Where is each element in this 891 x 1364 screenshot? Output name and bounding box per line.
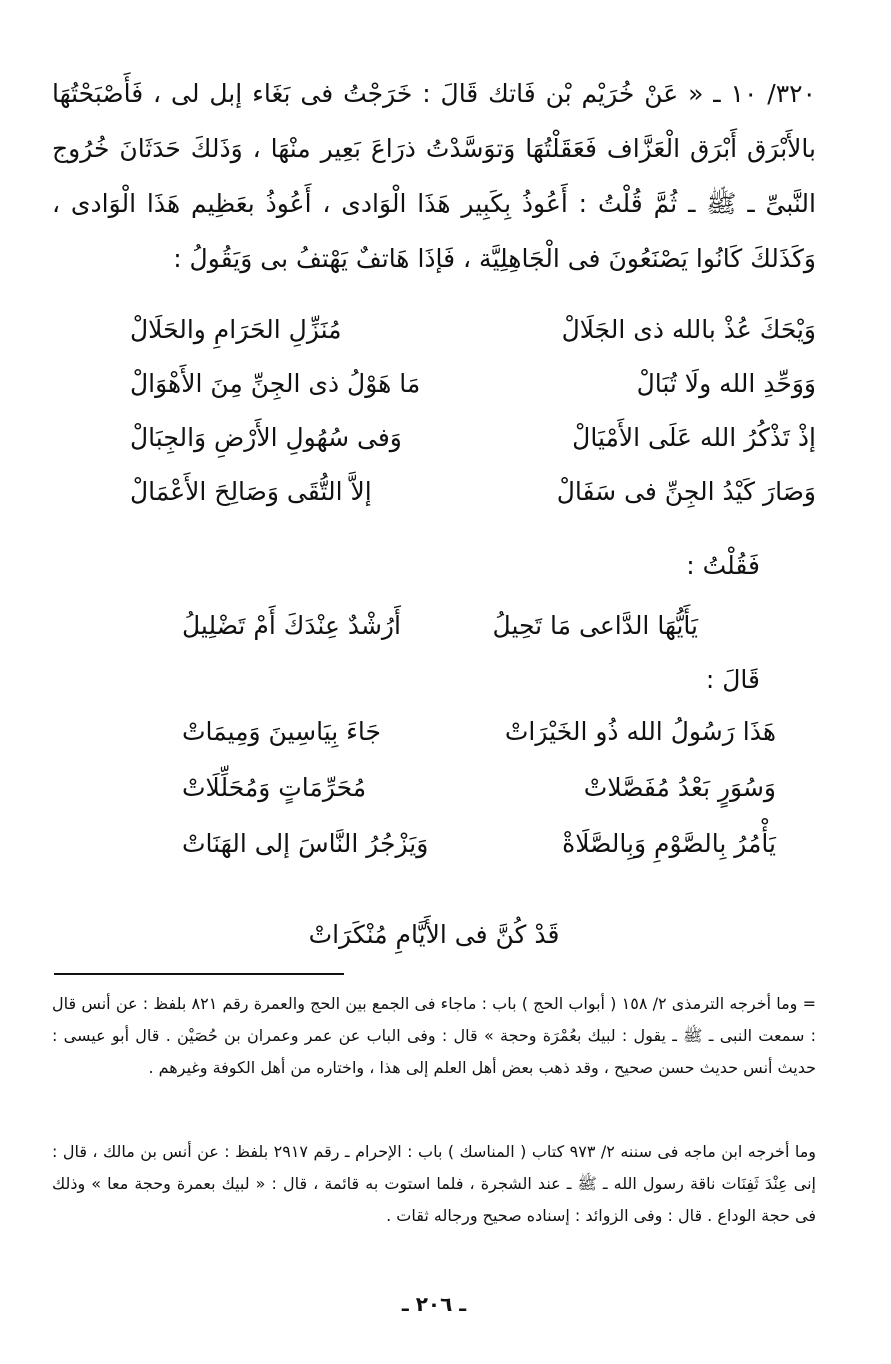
- speaker-label-qal: قَالَ :: [705, 665, 760, 694]
- poem-verse: [52, 302, 816, 358]
- verse-second-hemistich: مُحَرِّمَاتٍ وَمُحَلِّلَاتْ: [182, 773, 367, 802]
- verse-second-hemistich: أَرُشْدٌ عِنْدَكَ أَمْ تَضْلِيلُ: [182, 611, 401, 640]
- verse-second-hemistich: مَا هَوْلُ ذى الجِنِّ مِنَ الأَهْوَالْ: [130, 369, 421, 398]
- verse-first-hemistich: وَسُوَرٍ بَعْدُ مُفَصَّلاتْ: [583, 773, 776, 802]
- closing-verse: قَدْ كُنَّ فى الأَيَّامِ مُنْكَرَاتْ: [308, 920, 560, 949]
- verse-first-hemistich: وَوَحِّدِ الله ولَا تُبَالْ: [636, 369, 816, 398]
- verse-first-hemistich: وَيْحَكَ عُذْ بالله ذى الجَلَالْ: [561, 315, 816, 344]
- footnote-separator: [54, 973, 344, 975]
- poem-verse: [52, 464, 816, 520]
- poem-verse: [52, 356, 816, 412]
- poem-verse: [52, 816, 816, 872]
- verse-second-hemistich: وَفى سُهُولِ الأَرْضِ وَالجِبَالْ: [130, 423, 402, 452]
- verse-first-hemistich: هَذَا رَسُولُ الله ذُو الخَيْرَاتْ: [504, 717, 776, 746]
- verse-second-hemistich: جَاءَ بِيَاسِينَ وَمِيمَاتْ: [182, 717, 381, 746]
- book-page: [52, 0, 816, 1364]
- speaker-label-faqult: فَقُلْتُ :: [686, 551, 760, 580]
- verse-second-hemistich: وَيَزْجُرُ النَّاسَ إلى الهَنَاتْ: [182, 829, 429, 858]
- poem-verse: [52, 598, 816, 654]
- verse-first-hemistich: يَأْمُرُ بِالصَّوْمِ وَبِالصَّلَاةْ: [562, 829, 776, 858]
- verse-first-hemistich: وَصَارَ كَيْدُ الجِنِّ فى سَفَالْ: [556, 477, 816, 506]
- poem-verse: [52, 760, 816, 816]
- page-number: ـ ٢٠٦ ـ: [401, 1292, 467, 1316]
- poem-verse: [52, 704, 816, 760]
- footnote-paragraph: وما أخرجه ابن ماجه فى سننه ٢/ ٩٧٣ كتاب ( المناسك ) باب : الإحرام ـ رقم ٢٩١٧ بلفظ : عن أنس بن مالك ، قال : إنى عِنْدَ ثَفِنَات ناقة رسول الله ـ ﷺ ـ عند الشجرة ، فلما استوت به قائمة ، قال : « لبيك بعمرة وحجة معا » وذلك فى حجة الوداع . قال : وفى الزوائد : إسناده صحيح ورجاله ثقات .: [52, 1142, 817, 1225]
- hadith-paragraph: ٣٢٠/ ١٠ ـ « عَنْ خُرَيْم بْن فَاتك قَالَ : خَرَجْتُ فى بَغَاء إبل لى ، فَأَصْبَحْتُهَا بالأَبْرَق أَبْرَق الْعَزَّاف فَعَقَلْتُهَا وَتوَسَّدْتُ ذرَاعَ بَعِير منْهَا ، وَذَلكَ حَدَثَانَ خُرُوج النَّبىِّ ـ ﷺ ـ ثُمَّ قُلْتُ : أَعُوذُ بِكَبِير هَذَا الْوَادى ، أَعُوذُ بعَظِيم هَذَا الْوَادى ، وَكَذَلكَ كَانُوا يَصْنَعُونَ فى الْجَاهِلِيَّة ، فَإذَا هَاتفٌ يَهْتفُ بى وَيَقُولُ :: [52, 79, 816, 273]
- verse-first-hemistich: إذْ تَذْكُرُ الله عَلَى الأَمْيَالْ: [572, 423, 816, 452]
- verse-second-hemistich: مُنَزِّلِ الحَرَامِ والحَلَالْ: [130, 315, 342, 344]
- poem-verse: [52, 410, 816, 466]
- verse-second-hemistich: إلاَّ التُّقَى وَصَالِحَ الأَعْمَالْ: [130, 477, 372, 506]
- verse-first-hemistich: يَأَيُّهَا الدَّاعى مَا تَحِيلُ: [492, 611, 698, 640]
- footnote-paragraph: = وما أخرجه الترمذى ٢/ ١٥٨ ( أبواب الحج ) باب : ماجاء فى الجمع بين الحج والعمرة رقم ٨٢١ بلفظ : عن أنس قال : سمعت النبى ـ ﷺ ـ يقول : لبيك بعُمْرَة وحجة » قال : وفى الباب عن عمر وعمران بن حُصَيْن . قال أبو عيسى : حديث أنس حديث حسن صحيح ، وقد ذهب بعض أهل العلم إلى هذا ، واختاره من أهل الكوفة وغيرهم .: [52, 994, 816, 1077]
